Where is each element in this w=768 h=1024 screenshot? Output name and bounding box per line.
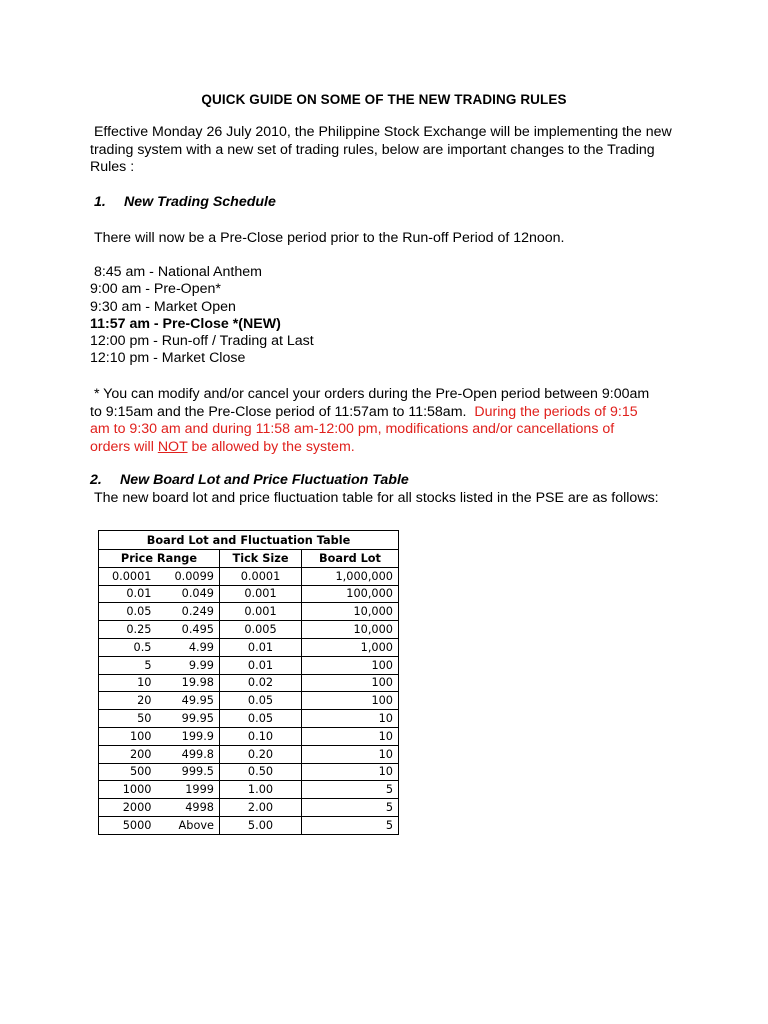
price-to: 19.98 [157,674,220,692]
table-row [99,567,399,585]
table-row [99,745,399,763]
schedule-item: 9:00 am - Pre-Open* [90,281,221,298]
tick-size: 0.02 [220,674,302,692]
price-to: 4998 [157,799,220,817]
tick-size: 5.00 [220,816,302,834]
table-row [99,816,399,834]
price-to: 0.495 [157,621,220,639]
schedule-item: 12:10 pm - Market Close [90,350,246,367]
tick-size: 0.10 [220,727,302,745]
tick-size: 0.05 [220,710,302,728]
price-from: 0.01 [99,585,157,603]
section1-number: 1. [94,194,106,210]
price-to: 9.99 [157,656,220,674]
table-row [99,727,399,745]
price-from: 2000 [99,799,157,817]
section2-text-content: The new board lot and price fluctuation table for all stocks listed in the PSE are as follows: [93,490,659,506]
schedule-item-new: 11:57 am - Pre-Close *(NEW) [90,315,281,332]
price-to: 199.9 [157,727,220,745]
board-lot: 100 [302,656,399,674]
board-lot: 10 [302,710,399,728]
tick-size: 0.20 [220,745,302,763]
tick-size: 1.00 [220,781,302,799]
price-from: 50 [99,710,157,728]
tick-size: 0.0001 [220,567,302,585]
section1-title: New Trading Schedule [124,194,276,210]
intro-paragraph [90,124,690,177]
tick-size: 0.50 [220,763,302,781]
table-row [99,585,399,603]
price-from: 100 [99,727,157,745]
price-to: 999.5 [157,763,220,781]
header-tick-size: Tick Size [220,550,302,568]
board-lot: 10,000 [302,603,399,621]
table-row [99,710,399,728]
price-from: 0.5 [99,638,157,656]
section2-number: 2. [90,472,102,488]
section2-heading [90,472,409,488]
board-lot: 5 [302,781,399,799]
schedule-item [90,264,314,281]
note-red-2: be allowed by the system. [191,438,355,455]
table-row [99,621,399,639]
price-from: 5000 [99,816,157,834]
trading-schedule [90,264,314,368]
price-from: 1000 [99,781,157,799]
board-lot: 100,000 [302,585,399,603]
board-lot: 5 [302,799,399,817]
price-from: 10 [99,674,157,692]
price-to: Above [157,816,220,834]
table-row [99,692,399,710]
section2-title: New Board Lot and Price Fluctuation Table [120,472,409,488]
board-lot: 5 [302,816,399,834]
table-row [99,603,399,621]
tick-size: 0.001 [220,585,302,603]
price-to: 499.8 [157,745,220,763]
note-red-1: During the periods of 9:15 am to 9:30 am and during 11:58 am-12:00 pm, modifications and/or cancellations of orders will [90,403,638,455]
schedule-item-text: 8:45 am - National Anthem [93,264,262,280]
tick-size: 0.01 [220,656,302,674]
price-from: 20 [99,692,157,710]
price-to: 49.95 [157,692,220,710]
price-from: 0.05 [99,603,157,621]
page-title: QUICK GUIDE ON SOME OF THE NEW TRADING RULES [201,92,567,107]
price-to: 1999 [157,781,220,799]
price-to: 0.049 [157,585,220,603]
price-from: 0.0001 [99,567,157,585]
tick-size: 0.05 [220,692,302,710]
table-row [99,763,399,781]
tick-size: 2.00 [220,799,302,817]
price-from: 500 [99,763,157,781]
board-lot: 1,000,000 [302,567,399,585]
schedule-item: 12:00 pm - Run-off / Trading at Last [90,333,314,350]
header-board-lot: Board Lot [302,550,399,568]
tick-size: 0.005 [220,621,302,639]
table-row [99,674,399,692]
board-lot: 100 [302,674,399,692]
price-to: 4.99 [157,638,220,656]
price-from: 5 [99,656,157,674]
price-to: 99.95 [157,710,220,728]
table-row [99,799,399,817]
tick-size: 0.01 [220,638,302,656]
tick-size: 0.001 [220,603,302,621]
section1-heading [94,194,276,210]
price-to: 0.249 [157,603,220,621]
price-to: 0.0099 [157,567,220,585]
section1-note [90,386,655,456]
note-red-not: NOT [157,438,188,455]
board-lot: 10,000 [302,621,399,639]
table-row [99,781,399,799]
table-row [99,656,399,674]
board-lot: 1,000 [302,638,399,656]
table-title: Board Lot and Fluctuation Table [99,531,399,550]
board-lot: 100 [302,692,399,710]
intro-text: Effective Monday 26 July 2010, the Philippine Stock Exchange will be implementing the new trading system with a new set of trading rules, below are important changes to the Trading Rules : [90,124,672,175]
board-lot: 10 [302,745,399,763]
note-black: * You can modify and/or cancel your orders during the Pre-Open period between 9:00am to 9:15am and the Pre-Close period of 11:57am to 11:58am. [90,386,650,420]
board-lot: 10 [302,727,399,745]
section1-text [90,230,690,248]
header-price-range: Price Range [99,550,220,568]
price-from: 200 [99,745,157,763]
price-from: 0.25 [99,621,157,639]
table-row [99,638,399,656]
board-lot: 10 [302,763,399,781]
section1-text-content: There will now be a Pre-Close period prior to the Run-off Period of 12noon. [93,230,565,246]
schedule-item: 9:30 am - Market Open [90,298,236,315]
section2-text [90,490,660,508]
board-lot-table [98,530,399,835]
